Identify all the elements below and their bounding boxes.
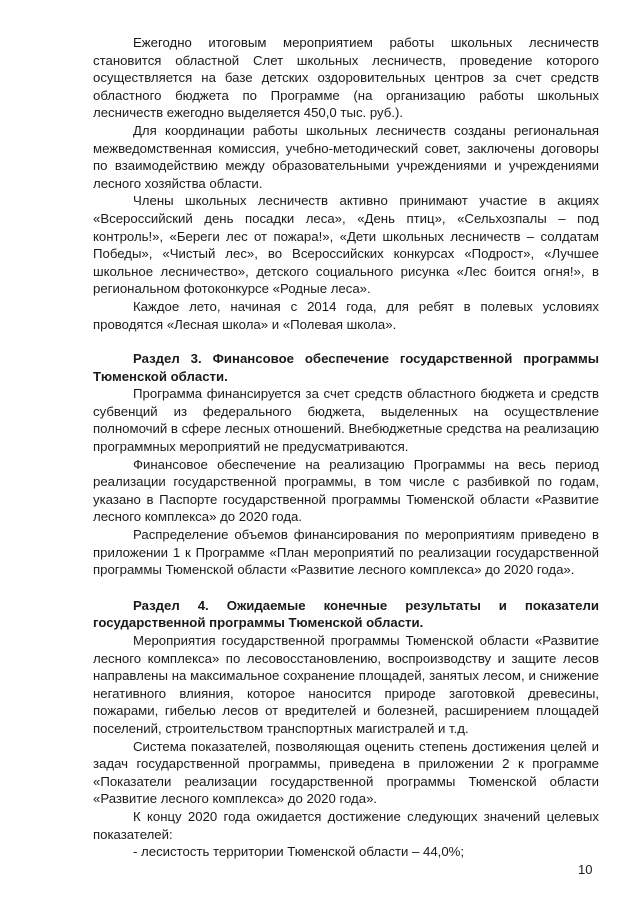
section-4-heading: Раздел 4. Ожидаемые конечные результаты и показатели государственной программы Тюменской области.: [93, 597, 599, 631]
section-3-paragraph: Распределение объемов финансирования по мероприятиям приведено в приложении 1 к Программе «План мероприятий по реализации государственной программы Тюменской области «Развитие лесного комплекса» до 2020 года».: [93, 527, 599, 578]
page-number: 10: [578, 862, 593, 877]
section-spacer: [93, 579, 599, 597]
section-3-paragraph: Программа финансируется за счет средств областного бюджета и средств субвенций из федерального бюджета, выделенных на осуществление полномочий в сфере лесных отношений. Внебюджетные средства на реализацию программных мероприятий не предусматриваются.: [93, 386, 599, 455]
section-4-paragraph: К концу 2020 года ожидается достижение следующих значений целевых показателей:: [93, 808, 599, 842]
intro-paragraph: Каждое лето, начиная с 2014 года, для ребят в полевых условиях проводятся «Лесная школа» и «Полевая школа».: [93, 298, 599, 332]
section-spacer: [93, 333, 599, 350]
section-4-list-item: - лесистость территории Тюменской области – 44,0%;: [133, 844, 465, 860]
intro-paragraph: Члены школьных лесничеств активно принимают участие в акциях «Всероссийский день посадки леса», «День птиц», «Сельхозпалы – под контроль!», «Береги лес от пожара!», «Дети школьных лесничеств – солдатам Победы», «Чистый лес», во Всероссийских конкурсах «Подрост», «Лучшее школьное лесничество», детского социального рисунка «Лес боится огня!», в региональном фотоконкурсе «Родные леса».: [93, 193, 599, 297]
section-4-paragraph: Мероприятия государственной программы Тюменской области «Развитие лесного комплекса» по лесовосстановлению, воспроизводству и защите лесов направлены на максимальное сохранение площадей, занятых лесом, и снижение негативного влияния, которое наносится природе заготовкой древесины, пожарами, гибелью лесов от вредителей и болезней, расширением площадей поселений, строительством транспортных магистралей и т.д.: [93, 633, 599, 736]
section-3-paragraph: Финансовое обеспечение на реализацию Программы на весь период реализации государственной программы, в том числе с разбивкой по годам, указано в Паспорте государственной программы Тюменской области «Развитие лесного комплекса» до 2020 года.: [93, 456, 599, 525]
intro-paragraph: Ежегодно итоговым мероприятием работы школьных лесничеств становится областной Слет школьных лесничеств, проведение которого осуществляется на базе детских оздоровительных центров за счет средств областного бюджета по Программе (на организацию работы школьных лесничеств ежегодно выделяется 450,0 тыс. руб.).: [93, 35, 599, 121]
document-page: [93, 34, 599, 861]
intro-paragraph: Для координации работы школьных лесничеств созданы региональная межведомственная комиссия, учебно-методический совет, заключены договоры по взаимодействию между образовательными учреждениями и учреждениями лесного хозяйства области.: [93, 122, 599, 191]
section-4-paragraph: Система показателей, позволяющая оценить степень достижения целей и задач государственной программы, приведена в приложении 2 к программе «Показатели реализации государственной программы Тюменской области «Развитие лесного комплекса» до 2020 года».: [93, 738, 599, 807]
section-3-heading: Раздел 3. Финансовое обеспечение государственной программы Тюменской области.: [93, 351, 599, 384]
